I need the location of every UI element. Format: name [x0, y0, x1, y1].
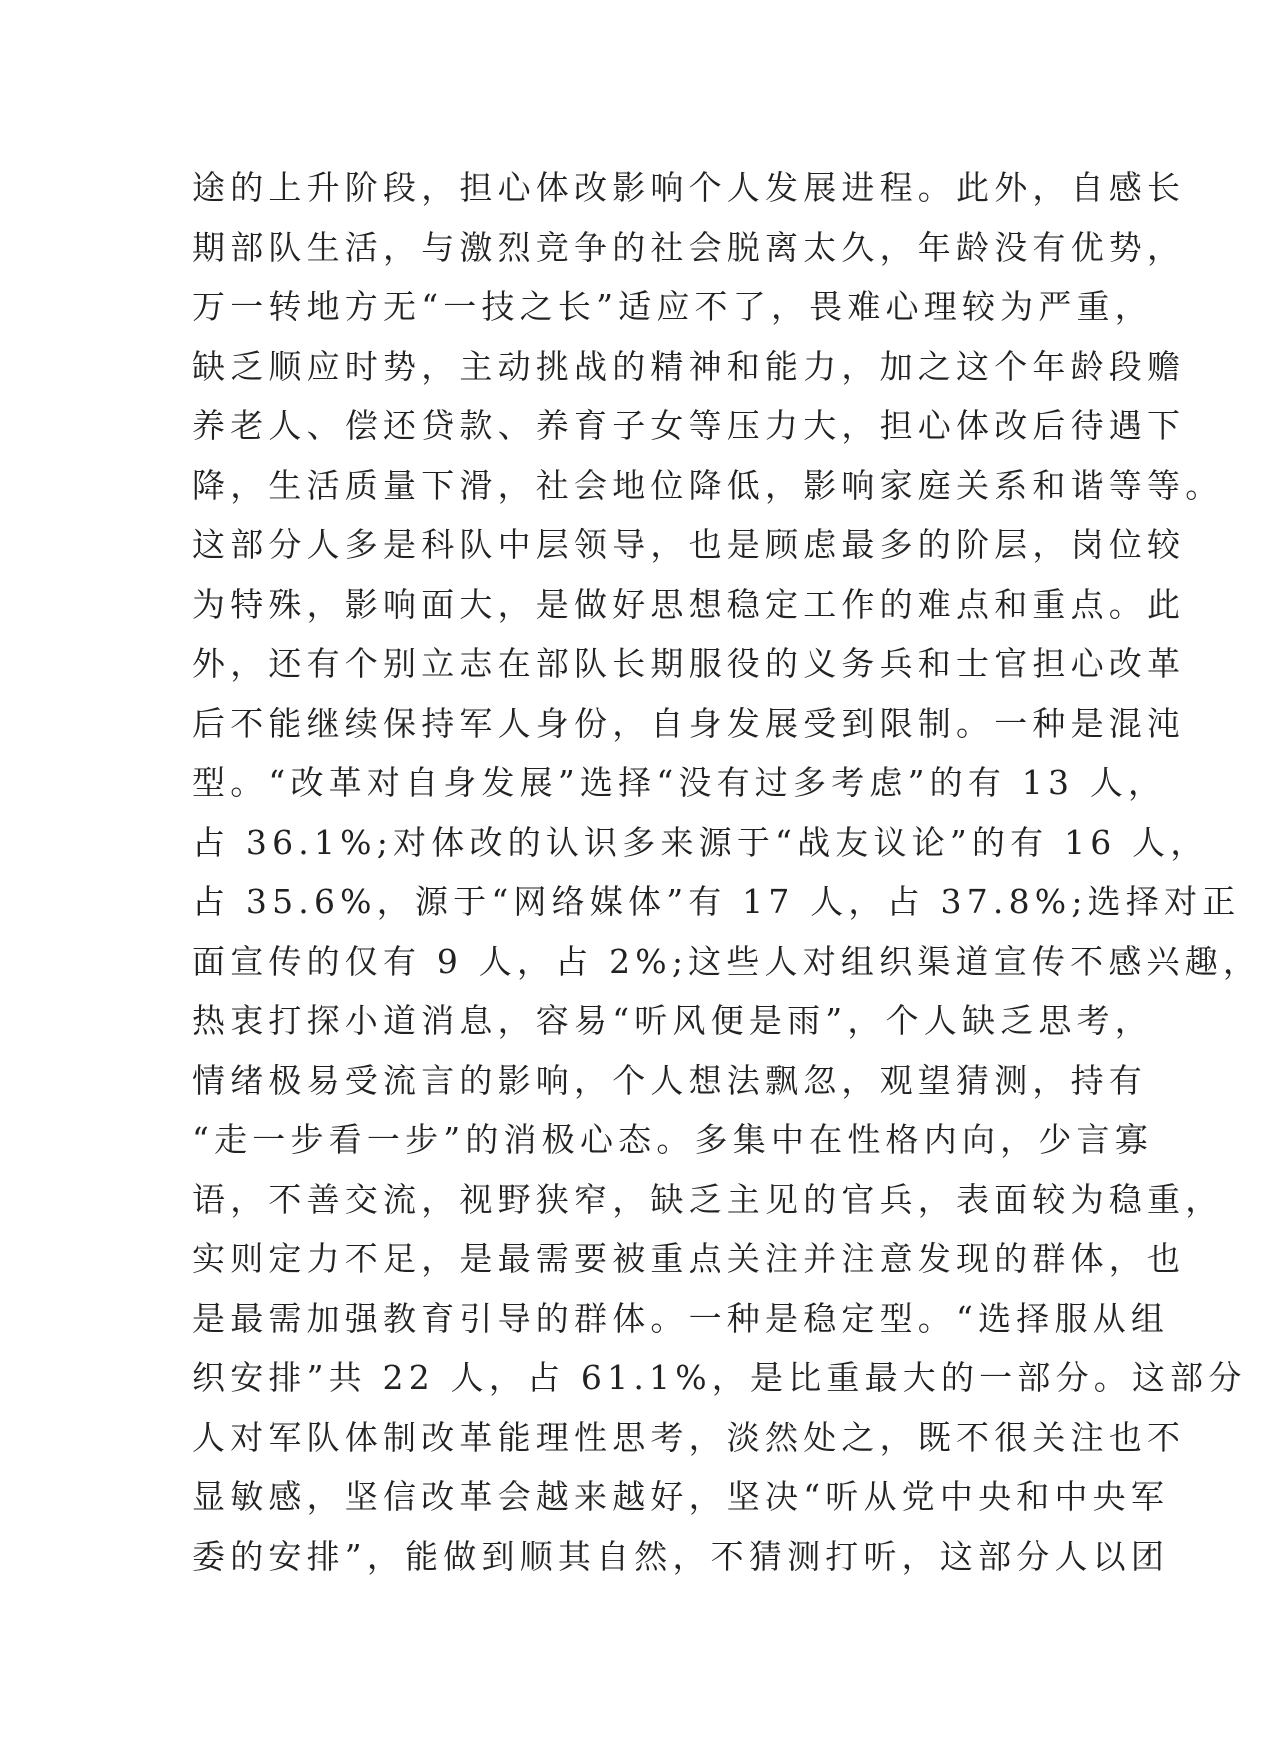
text-line: 为特殊，影响面大，是做好思想稳定工作的难点和重点。此	[192, 584, 1186, 624]
text-line: 占 36.1%;对体改的认识多来源于“战友议论”的有 16 人，	[192, 822, 1209, 862]
text-line: 这部分人多是科队中层领导，也是顾虑最多的阶层，岗位较	[192, 525, 1186, 564]
text-line: 外，还有个别立志在部队长期服役的义务兵和士官担心改革	[192, 644, 1186, 683]
text-line: 途的上升阶段，担心体改影响个人发展进程。此外，自感长	[192, 168, 1186, 207]
text-line: 养老人、偿还贷款、养育子女等压力大，担心体改后待遇下	[192, 406, 1186, 445]
text-line: 显敏感，坚信改革会越来越好，坚决“听从党中央和中央军	[192, 1477, 1170, 1516]
text-line: 万一转地方无“一技之长”适应不了，畏难心理较为严重，	[192, 287, 1153, 326]
text-line: 情绪极易受流言的影响，个人想法飘忽，观望猜测，持有	[192, 1060, 1147, 1100]
text-line: 降，生活质量下滑，社会地位降低，影响家庭关系和谐等等。	[192, 465, 1224, 505]
text-line: “走一步看一步”的消极心态。多集中在性格内向，少言寡	[192, 1120, 1153, 1159]
text-line: 实则定力不足，是最需要被重点关注并注意发现的群体，也	[192, 1239, 1186, 1278]
body-text	[192, 158, 1261, 1586]
text-line: 型。“改革对自身发展”选择“没有过多考虑”的有 13 人，	[192, 763, 1167, 802]
text-line: 是最需加强教育引导的群体。一种是稳定型。“选择服从组	[192, 1298, 1170, 1338]
text-line: 委的安排”，能做到顺其自然，不猜测打听，这部分人以团	[192, 1536, 1170, 1576]
text-line: 后不能继续保持军人身份，自身发展受到限制。一种是混沌	[192, 703, 1186, 743]
text-line: 热衷打探小道消息，容易“听风便是雨”，个人缺乏思考，	[192, 1001, 1153, 1040]
text-line: 人对军队体制改革能理性思考，淡然处之，既不很关注也不	[192, 1417, 1186, 1457]
text-line: 面宣传的仅有 9 人，占 2%;这些人对组织渠道宣传不感兴趣，	[192, 941, 1261, 981]
text-line: 织安排”共 22 人，占 61.1%，是比重最大的一部分。这部分	[192, 1358, 1247, 1397]
text-line: 语，不善交流，视野狭窄，缺乏主见的官兵，表面较为稳重，	[192, 1179, 1224, 1219]
text-line: 期部队生活，与激烈竞争的社会脱离太久，年龄没有优势，	[192, 227, 1186, 267]
text-line: 缺乏顺应时势，主动挑战的精神和能力，加之这个年龄段赡	[192, 346, 1186, 386]
text-line: 占 35.6%，源于“网络媒体”有 17 人，占 37.8%;选择对正	[192, 882, 1241, 921]
